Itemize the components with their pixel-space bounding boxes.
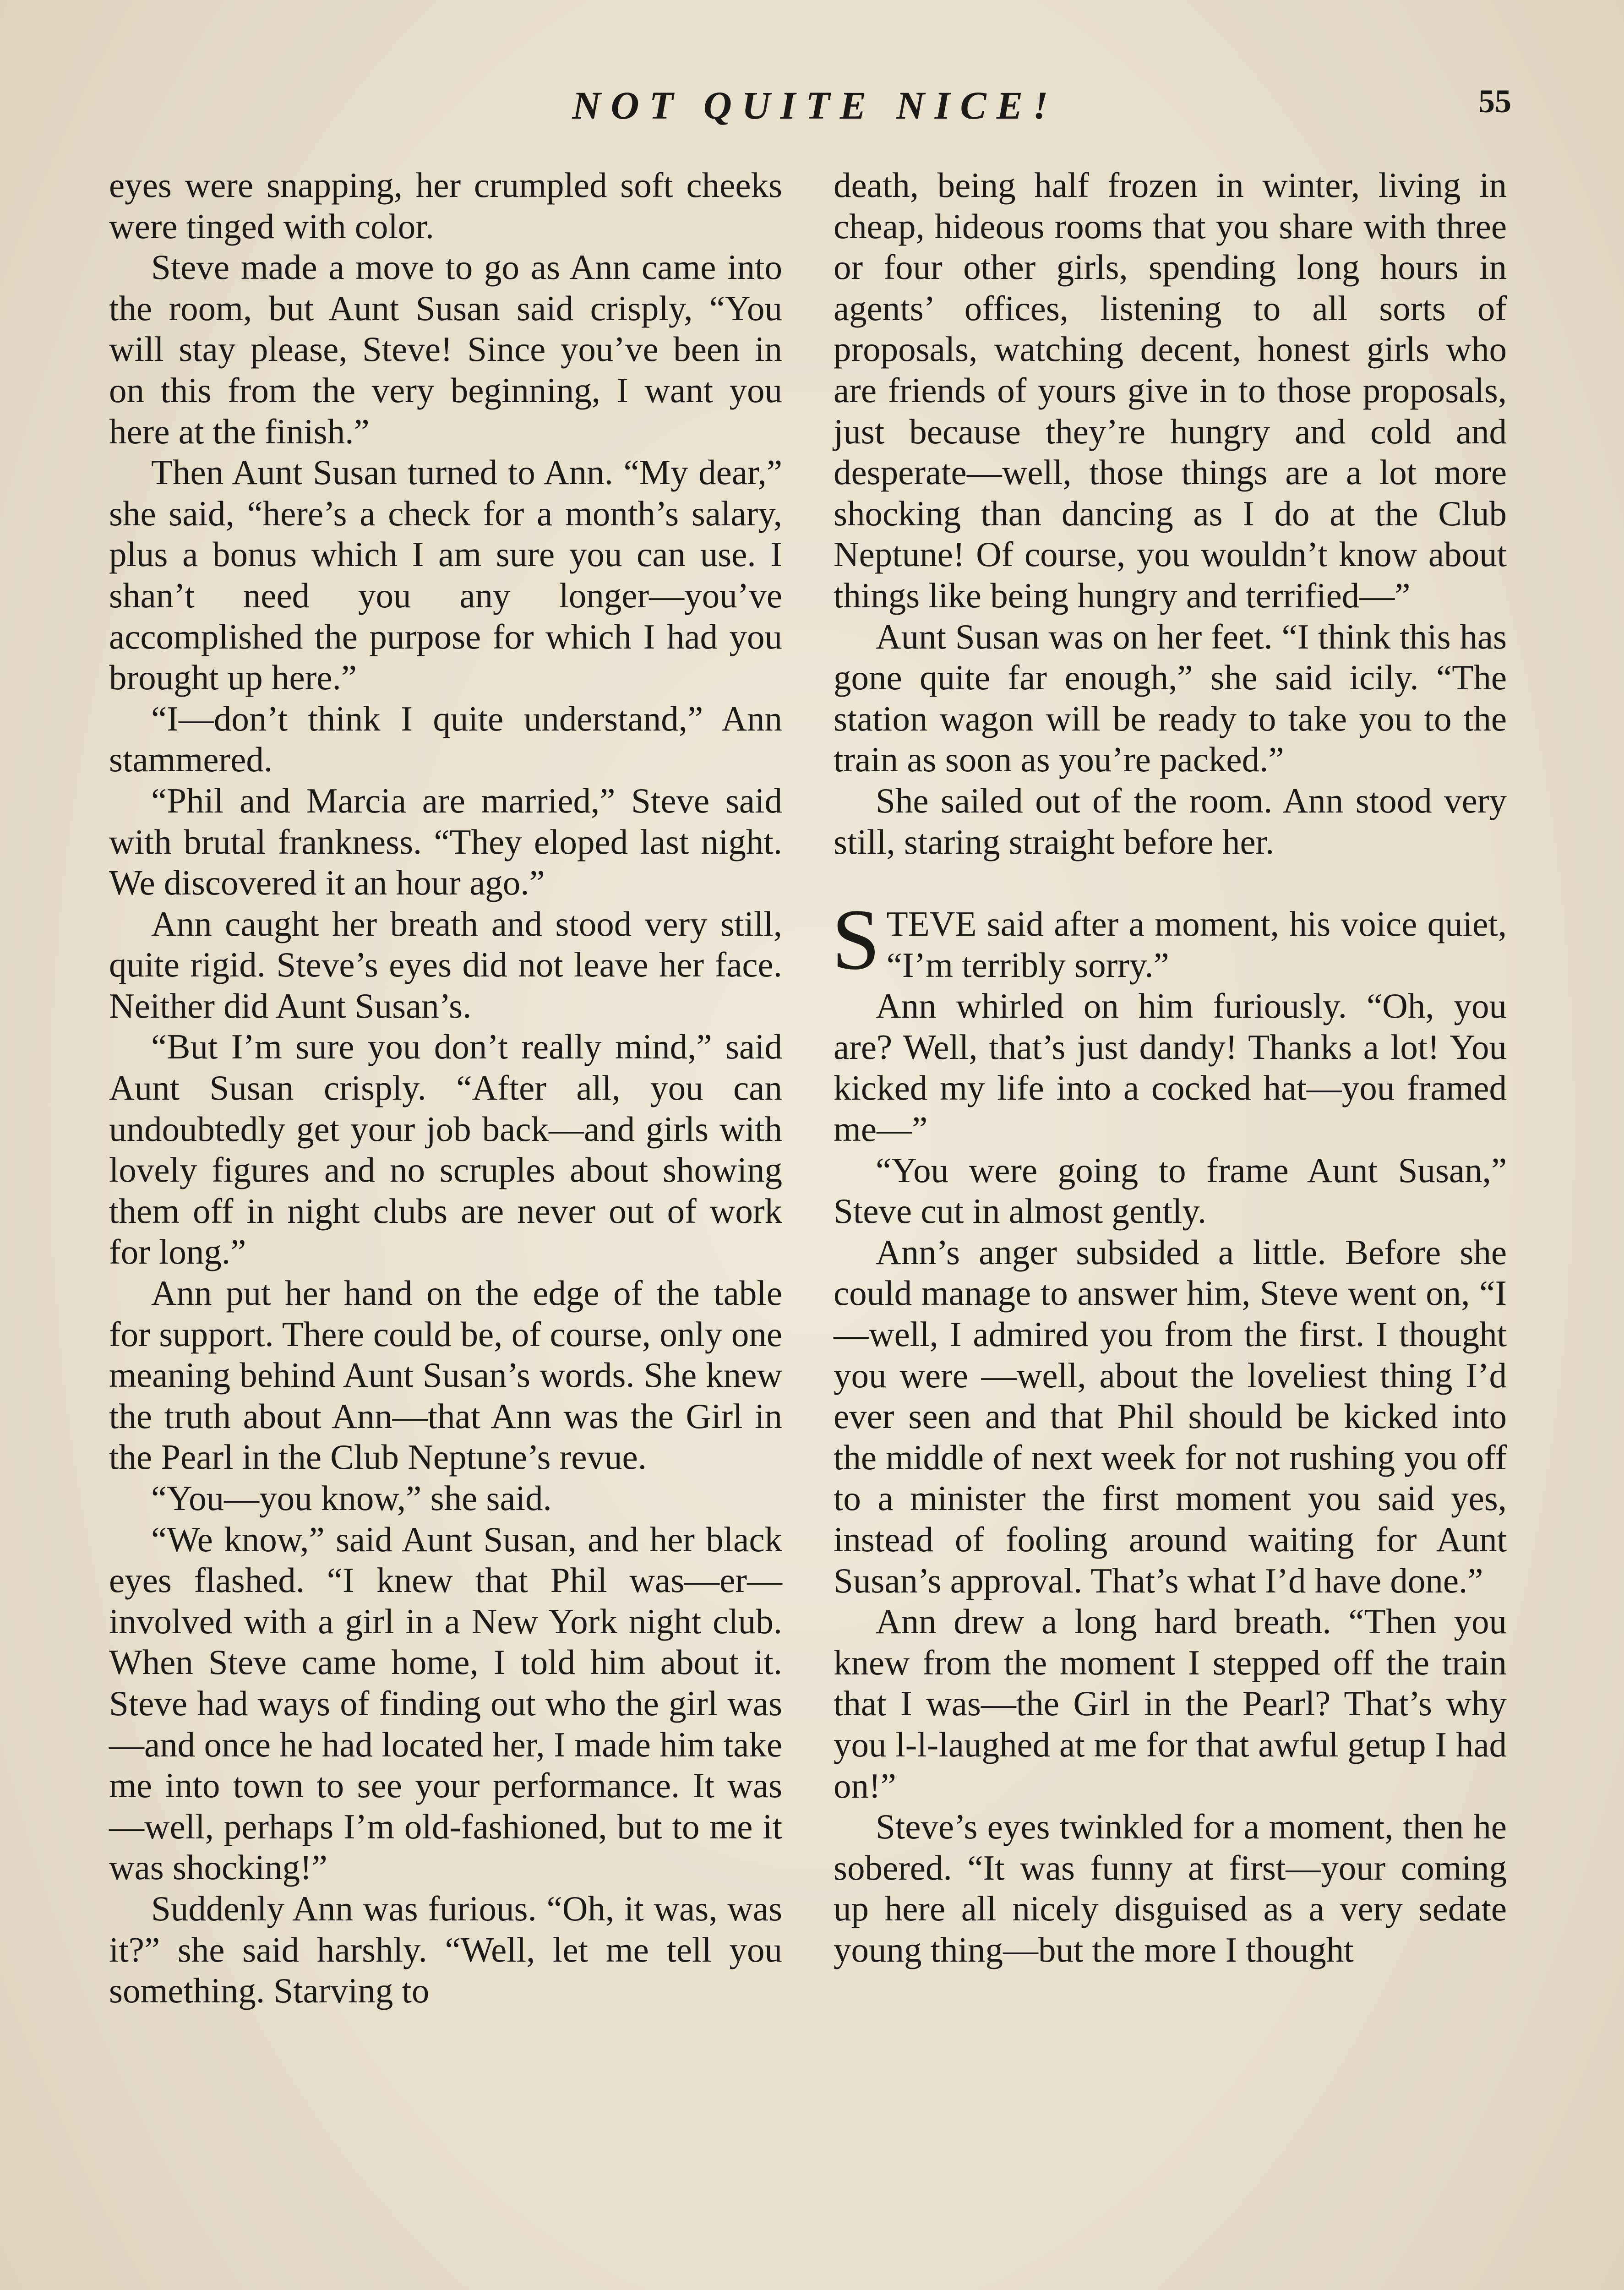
right-column bbox=[834, 165, 1507, 1971]
paragraph: Ann’s anger subsided a little. Before she could manage to answer him, Steve went on, “I—well, I admired you from the first. I thought you were —well, about the loveliest thing I’d ever seen and that Phil should be kicked into the middle of next week for not rushing you off to a minister the first moment you said yes, instead of fooling around waiting for Aunt Susan’s approval. That’s what I’d have done.” bbox=[834, 1232, 1507, 1600]
paragraph: Ann caught her breath and stood very still, quite rigid. Steve’s eyes did not leave her face. Neither did Aunt Susan’s. bbox=[109, 904, 782, 1025]
paragraph: “You were going to frame Aunt Susan,” Steve cut in almost gently. bbox=[834, 1150, 1507, 1231]
paragraph: Ann put her hand on the edge of the table for support. There could be, of course, only one meaning behind Aunt Susan’s words. She knew the truth about Ann—that Ann was the Girl in the Pearl in the Club Neptune’s revue. bbox=[109, 1273, 782, 1477]
drop-cap: S bbox=[832, 892, 880, 988]
paragraph: Ann drew a long hard breath. “Then you knew from the moment I stepped off the train that I was—the Girl in the Pearl? That’s why you l-l-laughed at me for that awful getup I had on!” bbox=[834, 1602, 1507, 1805]
paragraph: Steve made a move to go as Ann came into the room, but Aunt Susan said crisply, “You will stay please, Steve! Since you’ve been in on this from the very beginning, I want you here at the finish.” bbox=[109, 247, 782, 451]
section-break bbox=[834, 862, 1507, 904]
page-number: 55 bbox=[1478, 83, 1511, 120]
section-opening-paragraph bbox=[832, 892, 1507, 988]
paragraph: “But I’m sure you don’t really mind,” said Aunt Susan crisply. “After all, you can undoubtedly get your job back—and girls with lovely figures and no scruples about showing them off in night clubs are never out of work for long.” bbox=[109, 1027, 782, 1272]
page-header bbox=[105, 73, 1525, 147]
paragraph: “Phil and Marcia are married,” Steve said with brutal frankness. “They eloped last night. We discovered it an hour ago.” bbox=[109, 780, 782, 903]
paragraph: Suddenly Ann was furious. “Oh, it was, was it?” she said harshly. “Well, let me tell you something. Starving to bbox=[109, 1888, 782, 2011]
paragraph: Ann whirled on him furiously. “Oh, you are? Well, that’s just dandy! Thanks a lot! You kicked my life into a cocked hat—you framed me—” bbox=[834, 986, 1507, 1149]
running-title: NOT QUITE NICE! bbox=[572, 83, 1058, 127]
paragraph: “We know,” said Aunt Susan, and her black eyes flashed. “I knew that Phil was—er—involved with a girl in a New York night club. When Steve came home, I told him about it. Steve had ways of finding out who the girl was—and once he had located her, I made him take me into town to see your performance. It was—well, perhaps I’m old-fashioned, but to me it was shocking!” bbox=[109, 1519, 782, 1887]
small-caps-lead: TEVE bbox=[886, 904, 977, 944]
paragraph-text: said after a moment, his voice quiet, “I’m terribly sorry.” bbox=[886, 904, 1507, 985]
paragraph: Then Aunt Susan turned to Ann. “My dear,” she said, “here’s a check for a month’s salary, plus a bonus which I am sure you can use. I shan’t need you any longer—you’ve accomplished the purpose for which I had you brought up here.” bbox=[109, 453, 782, 698]
paragraph: She sailed out of the room. Ann stood very still, staring straight before her. bbox=[834, 780, 1507, 861]
paragraph: “You—you know,” she said. bbox=[151, 1478, 552, 1518]
paragraph: Aunt Susan was on her feet. “I think this has gone quite far enough,” she said icily. “The station wagon will be ready to take you to the train as soon as you’re packed.” bbox=[834, 616, 1507, 780]
paragraph: Steve’s eyes twinkled for a moment, then he sobered. “It was funny at first—your coming up here all nicely disguised as a very sedate young thing—but the more I thought bbox=[834, 1807, 1507, 1969]
paragraph: eyes were snapping, her crumpled soft cheeks were tinged with color. bbox=[109, 165, 782, 246]
paragraph: “I—don’t think I quite understand,” Ann stammered. bbox=[109, 698, 782, 780]
left-column bbox=[109, 165, 782, 2012]
paragraph: death, being half frozen in winter, living in cheap, hideous rooms that you share with three or four other girls, spending long hours in agents’ offices, listening to all sorts of proposals, watching decent, honest girls who are friends of yours give in to those proposals, just because they’re hungry and cold and desperate—well, those things are a lot more shocking than dancing as I do at the Club Neptune! Of course, you wouldn’t know about things like being hungry and terrified—” bbox=[834, 165, 1507, 615]
